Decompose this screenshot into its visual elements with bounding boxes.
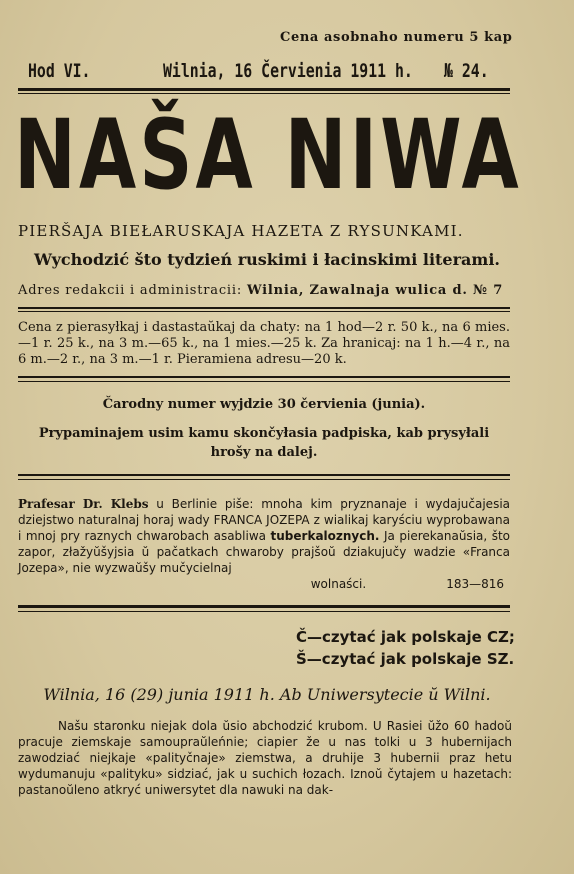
date-place: Wilnia, 16 Červienia 1911 h. bbox=[163, 60, 413, 82]
divider bbox=[18, 307, 510, 309]
letter-s-note: Š—czytać jak polskaje SZ. bbox=[296, 650, 515, 668]
next-issue-notice: Čarodny numer wyjdzie 30 červienia (junia). bbox=[102, 397, 426, 412]
divider bbox=[18, 381, 510, 382]
divider bbox=[18, 474, 510, 476]
ad-text: u Berlinie piše: mnoha kim pryznanaje i wydajučajesia dziejstwo naturalnaj horaj wady FRANCA JOZEPA z wialikaj karyściu wyprobawana i mnoj pry raznych chwarobach asabliwa bbox=[18, 497, 511, 543]
divider bbox=[18, 605, 510, 608]
article-body bbox=[18, 718, 512, 798]
letter-c-note: Č—czytać jak polskaje CZ; bbox=[296, 628, 515, 646]
issue-number: № 24. bbox=[444, 60, 489, 82]
publication-note: Wychodzić što tydzień ruskimi i łacinskimi literami. bbox=[34, 250, 500, 269]
address-label: Adres redakcii i administracii: bbox=[18, 283, 243, 298]
divider bbox=[18, 311, 510, 312]
ad-text-cont: Ja pierekanaŭsia, što zapor, złažyŭšyjsia ŭ pačatkach chwaroby prajšoŭ dziakujučy wadzie «Franca Jozepa», nie wyzwaŭšy mučycielnaj bbox=[18, 529, 511, 575]
orthography-note bbox=[296, 626, 516, 670]
ad-end-word: wolnaści. bbox=[310, 577, 367, 591]
divider bbox=[18, 479, 510, 480]
subtitle: PIERŠAJA BIEŁARUSKAJA HAZETA Z RYSUNKAMI. bbox=[18, 222, 464, 240]
ad-footer bbox=[18, 576, 510, 592]
subscription-prices: Cena z pierasyłkaj i dastastaŭkaj da chaty: na 1 hod—2 r. 50 k., na 6 mies.—1 r. 25 k., na 3 m.—65 k., na 1 mies.—25 k. Za hranicaj: na 1 h.—4 r., na 6 m.—2 r., na 3 m.—1 r. Pieramiena adresu—20 k. bbox=[18, 320, 510, 367]
address-value: Wilnia, Zawalnaja wulica d. № 7 bbox=[246, 283, 504, 298]
divider bbox=[18, 611, 510, 612]
article-heading: Wilnia, 16 (29) junia 1911 h. Ab Uniwersytecie ŭ Wilni. bbox=[43, 685, 491, 704]
divider bbox=[18, 93, 510, 94]
ad-bold: tuberkaloznych. bbox=[270, 529, 380, 543]
editorial-address bbox=[18, 283, 512, 298]
advertisement bbox=[18, 496, 510, 592]
issue-price-note: Cena asobnaho numeru 5 kap bbox=[280, 30, 513, 45]
masthead-title: NAŠA NIWA bbox=[14, 99, 522, 211]
subscription-reminder: Prypaminajem usim kamu skončyłasia padpiska, kab prysyłali hrošy na dalej. bbox=[38, 426, 490, 460]
divider bbox=[18, 88, 510, 91]
issue-header bbox=[28, 60, 514, 86]
volume-label: Hod VI. bbox=[28, 60, 91, 82]
ad-code: 183—816 bbox=[446, 577, 504, 591]
ad-lead: Prafesar Dr. Klebs bbox=[18, 497, 149, 511]
article-paragraph: Našu staronku niejak dola ŭsio abchodzić krubom. U Rasiei ŭžo 60 hadoŭ pracuje ziemskaje samoupraŭleńnie; ciapier že u nas tolki u 3 hubernijach zawodziać niejkaje «palityčnaje» ziemstwa, a druhije 3 hubernii praz hetu wydumanuju «palityku» sidziać, jak u suchich łozach. Iznoŭ čytajem u hazetach: pastanoŭleno atkryć uniwersytet dla nawuki na dak- bbox=[18, 719, 512, 797]
divider bbox=[18, 376, 510, 378]
